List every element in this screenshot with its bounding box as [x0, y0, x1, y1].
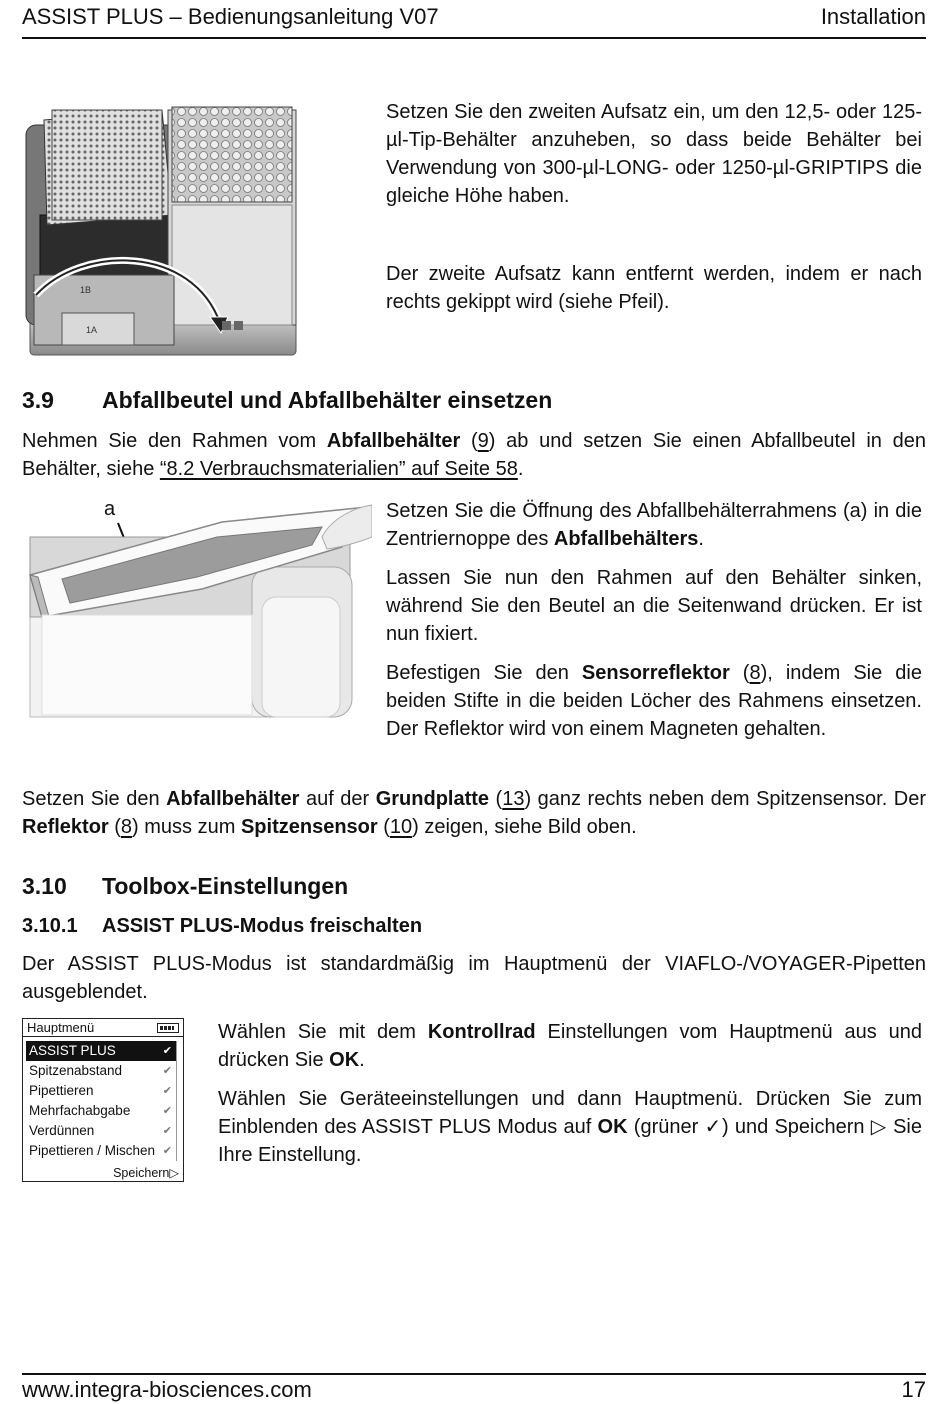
- section-3-10-1-title: ASSIST PLUS-Modus freischalten: [102, 915, 423, 937]
- pipette-main-menu-display: [22, 1018, 184, 1182]
- text-run: ) muss zum: [132, 816, 241, 838]
- section-3-10-1-number: 3.10.1: [22, 915, 78, 937]
- menu-item-label: Pipettieren / Mischen: [29, 1143, 156, 1158]
- check-icon: ✔: [162, 1065, 172, 1077]
- bold-run: Reflektor: [22, 816, 109, 838]
- check-icon: ✔: [162, 1085, 172, 1097]
- text-run: Wählen Sie mit dem: [218, 1021, 428, 1043]
- text-run: (: [377, 816, 390, 838]
- menu-title: Hauptmenü: [27, 1020, 95, 1035]
- fig-label-1b: 1B: [80, 285, 92, 295]
- page-number: 17: [901, 1377, 926, 1402]
- menu-item-pipettieren[interactable]: [26, 1081, 176, 1101]
- section-3-10-title: Toolbox-Einstellungen: [102, 873, 349, 899]
- menu-list: [26, 1041, 176, 1161]
- check-icon: ✔: [162, 1145, 172, 1157]
- menu-item-label: Mehrfachabgabe: [29, 1103, 131, 1118]
- text-run: Einstellungen vom Hauptmenü aus und drücken Sie: [218, 1021, 922, 1071]
- text-run: (: [108, 816, 121, 838]
- header-title: ASSIST PLUS – Bedienungsanleitung V07: [22, 4, 439, 29]
- menu-item-verduennen[interactable]: [26, 1121, 176, 1141]
- cross-reference-link[interactable]: “8.2 Verbrauchsmaterialien” auf Seite 58: [159, 458, 518, 480]
- section-3-9-number: 3.9: [22, 387, 54, 413]
- text-run: Befestigen Sie den: [386, 662, 582, 684]
- header-rule: [22, 37, 926, 39]
- fig-label-1a: 1A: [86, 325, 98, 335]
- menu-item-label: Spitzenabstand: [29, 1063, 123, 1078]
- section-3-9-right-text: [386, 497, 922, 754]
- reference-number: 9: [477, 430, 489, 452]
- footer-rule: [22, 1373, 926, 1375]
- reference-number: 10: [389, 816, 413, 838]
- section-3-10-step-2: [218, 1085, 922, 1169]
- bold-run: Kontrollrad: [427, 1021, 536, 1043]
- text-run: ) ganz rechts neben dem Spitzensensor. Der: [524, 788, 926, 810]
- bold-run: OK: [597, 1116, 628, 1138]
- text-run: ), indem Sie die beiden Stifte in die beiden Löcher des Rahmens einsetzen. Der Reflektor wird von einem Magneten gehalten.: [386, 662, 922, 740]
- section-3-10-paragraph-1: Der ASSIST PLUS-Modus ist standardmäßig im Hauptmenü der VIAFLO-/VOYAGER-Pipetten ausgeblendet.: [22, 953, 926, 1003]
- section-3-9-step-2: Lassen Sie nun den Rahmen auf den Behälter sinken, während Sie den Beutel an die Seitenwand drücken. Er ist nun fixiert.: [386, 567, 922, 645]
- intro-text: [386, 98, 922, 327]
- text-run: (: [460, 430, 478, 452]
- tip-rack-figure: [22, 95, 302, 360]
- menu-item-spitzenabstand[interactable]: [26, 1061, 176, 1081]
- menu-scrollbar[interactable]: [176, 1041, 181, 1161]
- waste-container-figure: [22, 497, 372, 719]
- footer-url: www.integra-biosciences.com: [22, 1377, 312, 1402]
- intro-paragraph-1: Setzen Sie den zweiten Aufsatz ein, um den 12,5- oder 125-µl-Tip-Behälter anzuheben, so dass beide Behälter bei Verwendung von 300-µl-LONG- oder 1250-µl-GRIPTIPS die gleiche Höhe haben.: [386, 101, 922, 207]
- bold-run: OK: [329, 1049, 360, 1071]
- text-run: (: [489, 788, 503, 810]
- text-run: (: [729, 662, 750, 684]
- check-icon: ✔: [162, 1045, 172, 1057]
- section-3-9-paragraph-2: [22, 785, 926, 841]
- save-softkey[interactable]: Speichern▷: [113, 1166, 179, 1180]
- fig-label-a: a: [104, 498, 116, 520]
- check-icon: ✔: [162, 1105, 172, 1117]
- text-run: Wählen Sie Geräteeinstellungen und dann Hauptmenü. Drücken Sie zum Einblenden des ASSIST PLUS Modus auf: [218, 1088, 922, 1138]
- text-run: .: [359, 1049, 365, 1071]
- reference-number: 8: [120, 816, 133, 838]
- check-icon: ✔: [162, 1125, 172, 1137]
- section-3-10-right-text: [218, 1018, 922, 1180]
- reference-number: 8: [749, 662, 761, 684]
- text-run: (grüner ✓) und Speichern ▷ Sie Ihre Einstellung.: [218, 1116, 922, 1166]
- bold-run: Abfallbehälters: [553, 528, 699, 550]
- section-3-9-paragraph-1: [22, 427, 926, 483]
- section-3-9-step-1: [386, 497, 922, 553]
- text-run: ) ab und setzen Sie einen Abfallbeutel in den Behälter, siehe: [22, 430, 926, 480]
- menu-item-assist-plus[interactable]: [26, 1041, 176, 1061]
- header-section: Installation: [820, 4, 926, 29]
- reference-number: 13: [502, 788, 525, 810]
- menu-title-bar: [23, 1019, 183, 1037]
- section-3-9-title: Abfallbeutel und Abfallbehälter einsetzen: [102, 387, 553, 413]
- text-run: Nehmen Sie den Rahmen vom: [22, 430, 327, 452]
- menu-item-label: Pipettieren: [29, 1083, 94, 1098]
- menu-item-label: ASSIST PLUS: [29, 1043, 116, 1058]
- intro-paragraph-2: Der zweite Aufsatz kann entfernt werden, indem er nach rechts gekippt wird (siehe Pfeil).: [386, 263, 922, 313]
- text-run: Setzen Sie die Öffnung des Abfallbehälterrahmens (a) in die Zentriernoppe des: [386, 500, 922, 550]
- text-run: ) zeigen, siehe Bild oben.: [412, 816, 637, 838]
- bold-run: Grundplatte: [375, 788, 490, 810]
- menu-item-label: Verdünnen: [29, 1123, 95, 1138]
- bold-run: Abfallbehälter: [166, 788, 300, 810]
- bold-run: Sensorreflektor: [581, 662, 730, 684]
- text-run: auf der: [299, 788, 376, 810]
- section-3-10-step-1: [218, 1018, 922, 1074]
- bold-run: Spitzensensor: [240, 816, 378, 838]
- menu-item-mehrfachabgabe[interactable]: [26, 1101, 176, 1121]
- text-run: .: [517, 458, 524, 480]
- text-run: .: [698, 528, 704, 550]
- section-3-10-number: 3.10: [22, 873, 67, 899]
- menu-item-pipettieren-mischen[interactable]: [26, 1141, 176, 1161]
- bold-run: Abfallbehälter: [326, 430, 461, 452]
- battery-icon: [157, 1023, 179, 1033]
- section-3-9-step-3: [386, 659, 922, 743]
- text-run: Setzen Sie den: [22, 788, 167, 810]
